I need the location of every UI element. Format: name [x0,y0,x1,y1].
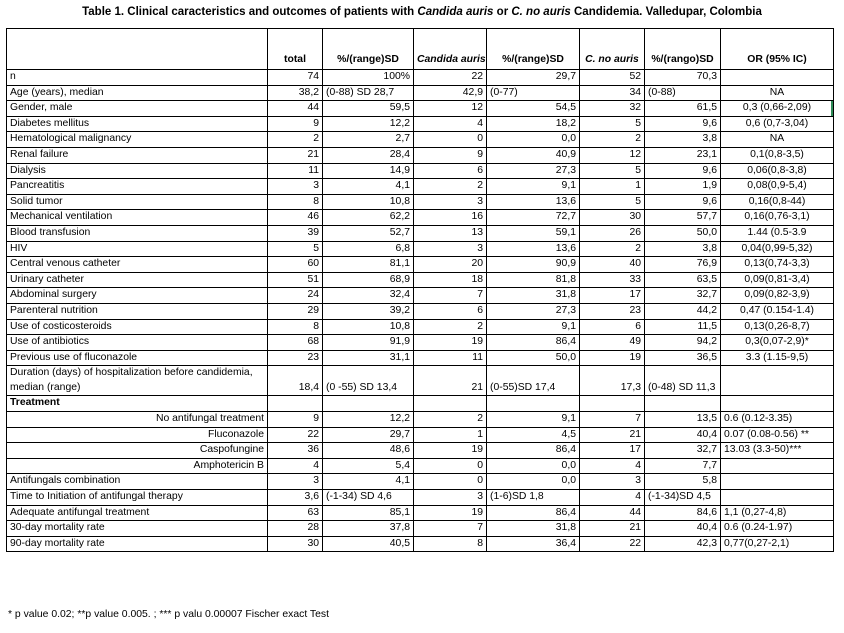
no-auris-pct: 9,6 [645,194,721,210]
total-value: 4 [268,458,323,474]
auris-pct: (1-6)SD 1,8 [487,490,580,506]
table-row [7,474,834,490]
odds-ratio: 0.6 (0.24-1.97) [721,521,834,537]
table-row [7,225,834,241]
auris-pct: 27,3 [487,163,580,179]
row-label: Pancreatitis [7,179,268,195]
odds-ratio [721,490,834,506]
total-value: 5 [268,241,323,257]
row-label: Blood transfusion [7,225,268,241]
auris-value: 21 [414,366,487,396]
no-auris-pct: 9,6 [645,163,721,179]
total-pct: 31,1 [323,350,414,366]
auris-pct: 36,4 [487,536,580,552]
odds-ratio: 0,04(0,99-5,32) [721,241,834,257]
auris-value: 20 [414,257,487,273]
total-value: 68 [268,335,323,351]
row-label: Dialysis [7,163,268,179]
auris-value: 2 [414,412,487,428]
header-blank [7,29,268,70]
table-row [7,272,834,288]
row-label: 30-day mortality rate [7,521,268,537]
odds-ratio: 0,6 (0,7-3,04) [721,116,834,132]
table-row [7,490,834,506]
row-label: Central venous catheter [7,257,268,273]
total-pct: 91,9 [323,335,414,351]
no-auris-pct: 7,7 [645,458,721,474]
row-label: n [7,70,268,86]
no-auris-value: 5 [580,163,645,179]
odds-ratio: 3.3 (1.15-9,5) [721,350,834,366]
table-row [7,163,834,179]
no-auris-pct: 11,5 [645,319,721,335]
odds-ratio [721,366,834,396]
auris-pct: 0,0 [487,458,580,474]
no-auris-value: 5 [580,194,645,210]
total-value: 21 [268,147,323,163]
no-auris-value: 17 [580,443,645,459]
auris-pct: 50,0 [487,350,580,366]
total-pct: (-1-34) SD 4,6 [323,490,414,506]
no-auris-value: 12 [580,147,645,163]
auris-pct: 27,3 [487,303,580,319]
no-auris-pct: 36,5 [645,350,721,366]
no-auris-pct: 44,2 [645,303,721,319]
auris-pct: 0,0 [487,132,580,148]
auris-value: 13 [414,225,487,241]
auris-pct: (0-55)SD 17,4 [487,366,580,396]
auris-pct: 0,0 [487,474,580,490]
total-pct: 100% [323,70,414,86]
total-value: 9 [268,412,323,428]
no-auris-value: 7 [580,412,645,428]
total-pct: 5,4 [323,458,414,474]
no-auris-pct: 63,5 [645,272,721,288]
no-auris-value: 52 [580,70,645,86]
table-row [7,335,834,351]
total-value: 2 [268,132,323,148]
total-value: 74 [268,70,323,86]
total-value: 9 [268,116,323,132]
auris-pct: 18,2 [487,116,580,132]
no-auris-value: 21 [580,427,645,443]
odds-ratio: 0,08(0,9-5,4) [721,179,834,195]
clinical-table [6,28,834,552]
row-label: 90-day mortality rate [7,536,268,552]
auris-pct: 13,6 [487,194,580,210]
no-auris-pct: 32,7 [645,443,721,459]
row-label: Adequate antifungal treatment [7,505,268,521]
table-row [7,303,834,319]
row-label: Age (years), median [7,85,268,101]
no-auris-value: 23 [580,303,645,319]
total-pct: 4,1 [323,179,414,195]
auris-value: 22 [414,70,487,86]
auris-pct: 31,8 [487,521,580,537]
no-auris-pct: (0-88) [645,85,721,101]
row-label: Duration (days) of hospitalization before candidemia, median (range) [7,366,268,396]
no-auris-value: 17,3 [580,366,645,396]
auris-value: 42,9 [414,85,487,101]
header-total: total [268,29,323,70]
row-label: Time to Initiation of antifungal therapy [7,490,268,506]
auris-pct: 29,7 [487,70,580,86]
odds-ratio: 0,1(0,8-3,5) [721,147,834,163]
total-value: 8 [268,319,323,335]
total-pct: 40,5 [323,536,414,552]
auris-value: 2 [414,179,487,195]
no-auris-value: 34 [580,85,645,101]
header-or: OR (95% IC) [721,29,834,70]
total-pct: 6,8 [323,241,414,257]
total-value: 8 [268,194,323,210]
table-row [7,350,834,366]
total-pct: 48,6 [323,443,414,459]
total-pct: 68,9 [323,272,414,288]
total-pct: 39,2 [323,303,414,319]
header-c-no-auris-pct: %/(rango)SD [645,29,721,70]
total-value: 3 [268,474,323,490]
total-value: 63 [268,505,323,521]
odds-ratio: 0,09(0,81-3,4) [721,272,834,288]
total-pct: (0 -55) SD 13,4 [323,366,414,396]
no-auris-pct: 3,8 [645,132,721,148]
auris-pct: 59,1 [487,225,580,241]
row-label: HIV [7,241,268,257]
auris-pct: (0-77) [487,85,580,101]
total-value: 11 [268,163,323,179]
table-row [7,412,834,428]
total-value: 36 [268,443,323,459]
row-label: Mechanical ventilation [7,210,268,226]
odds-ratio: 1,1 (0,27-4,8) [721,505,834,521]
no-auris-value: 40 [580,257,645,273]
total-pct: 14,9 [323,163,414,179]
no-auris-value: 2 [580,241,645,257]
odds-ratio: 0,16(0,8-44) [721,194,834,210]
auris-value: 6 [414,303,487,319]
row-label: Previous use of fluconazole [7,350,268,366]
total-value: 18,4 [268,366,323,396]
empty-cell [580,396,645,412]
total-value: 3,6 [268,490,323,506]
empty-cell [487,396,580,412]
no-auris-value: 6 [580,319,645,335]
total-pct: 81,1 [323,257,414,273]
table-row [7,443,834,459]
total-value: 44 [268,101,323,117]
no-auris-value: 21 [580,521,645,537]
odds-ratio: NA [721,85,834,101]
empty-cell [268,396,323,412]
row-label: Diabetes mellitus [7,116,268,132]
table-row [7,505,834,521]
header-c-no-auris: C. no auris [580,29,645,70]
auris-pct: 40,9 [487,147,580,163]
no-auris-value: 5 [580,116,645,132]
no-auris-pct: 94,2 [645,335,721,351]
auris-value: 0 [414,132,487,148]
auris-value: 0 [414,474,487,490]
treatment-section-row [7,396,834,412]
no-auris-pct: 76,9 [645,257,721,273]
no-auris-pct: (-1-34)SD 4,5 [645,490,721,506]
no-auris-value: 32 [580,101,645,117]
no-auris-value: 3 [580,474,645,490]
table-row [7,179,834,195]
total-pct: 12,2 [323,116,414,132]
row-label: Use of antibiotics [7,335,268,351]
no-auris-pct: 13,5 [645,412,721,428]
no-auris-value: 33 [580,272,645,288]
odds-ratio: 0.07 (0.08-0.56) ** [721,427,834,443]
auris-value: 7 [414,521,487,537]
empty-cell [721,396,834,412]
auris-value: 18 [414,272,487,288]
table-row [7,257,834,273]
row-label: Renal failure [7,147,268,163]
auris-pct: 9,1 [487,412,580,428]
header-candida-auris: Candida auris [414,29,487,70]
no-auris-pct: 57,7 [645,210,721,226]
total-value: 30 [268,536,323,552]
table-row [7,521,834,537]
row-label: No antifungal treatment [7,412,268,428]
table-row [7,147,834,163]
header-candida-auris-pct: %/(range)SD [487,29,580,70]
row-label: Urinary catheter [7,272,268,288]
table-row [7,427,834,443]
no-auris-pct: 61,5 [645,101,721,117]
auris-pct: 90,9 [487,257,580,273]
auris-value: 3 [414,194,487,210]
table-row [7,70,834,86]
footnote: * p value 0.02; **p value 0.005. ; *** p valu 0.00007 Fischer exact Test [8,609,329,620]
odds-ratio: 13.03 (3.3-50)*** [721,443,834,459]
no-auris-value: 30 [580,210,645,226]
table-row [7,132,834,148]
auris-value: 9 [414,147,487,163]
no-auris-value: 26 [580,225,645,241]
auris-value: 2 [414,319,487,335]
header-row [7,29,834,70]
auris-pct: 4,5 [487,427,580,443]
no-auris-value: 4 [580,490,645,506]
total-pct: 28,4 [323,147,414,163]
auris-value: 3 [414,490,487,506]
no-auris-value: 22 [580,536,645,552]
auris-pct: 72,7 [487,210,580,226]
odds-ratio: 0,06(0,8-3,8) [721,163,834,179]
no-auris-pct: 40,4 [645,521,721,537]
auris-pct: 31,8 [487,288,580,304]
total-pct: 10,8 [323,194,414,210]
total-pct: 12,2 [323,412,414,428]
total-value: 3 [268,179,323,195]
table-row [7,101,834,117]
no-auris-value: 19 [580,350,645,366]
no-auris-value: 49 [580,335,645,351]
total-pct: 4,1 [323,474,414,490]
no-auris-value: 44 [580,505,645,521]
total-value: 51 [268,272,323,288]
no-auris-pct: 84,6 [645,505,721,521]
auris-value: 12 [414,101,487,117]
total-pct: 85,1 [323,505,414,521]
odds-ratio: 0,13(0,26-8,7) [721,319,834,335]
row-label: Parenteral nutrition [7,303,268,319]
total-value: 23 [268,350,323,366]
total-value: 39 [268,225,323,241]
odds-ratio: 0,16(0,76-3,1) [721,210,834,226]
row-label: Solid tumor [7,194,268,210]
auris-value: 16 [414,210,487,226]
total-value: 22 [268,427,323,443]
total-pct: 29,7 [323,427,414,443]
auris-value: 1 [414,427,487,443]
no-auris-pct: (0-48) SD 11,3 [645,366,721,396]
odds-ratio [721,474,834,490]
treatment-label: Treatment [7,396,268,412]
total-pct: 59,5 [323,101,414,117]
total-pct: 10,8 [323,319,414,335]
empty-cell [645,396,721,412]
table-row [7,536,834,552]
auris-pct: 13,6 [487,241,580,257]
total-value: 24 [268,288,323,304]
empty-cell [414,396,487,412]
auris-value: 8 [414,536,487,552]
no-auris-pct: 50,0 [645,225,721,241]
odds-ratio: 0.6 (0.12-3.35) [721,412,834,428]
total-value: 38,2 [268,85,323,101]
total-pct: 32,4 [323,288,414,304]
no-auris-pct: 23,1 [645,147,721,163]
table-row [7,319,834,335]
row-label: Caspofungine [7,443,268,459]
auris-pct: 9,1 [487,179,580,195]
row-label: Amphotericin B [7,458,268,474]
odds-ratio: 0,09(0,82-3,9) [721,288,834,304]
row-label: Fluconazole [7,427,268,443]
odds-ratio: 0,47 (0.154-1.4) [721,303,834,319]
no-auris-pct: 70,3 [645,70,721,86]
table-row [7,458,834,474]
auris-pct: 86,4 [487,335,580,351]
odds-ratio: 1.44 (0.5-3.9 [721,225,834,241]
odds-ratio: 0,77(0,27-2,1) [721,536,834,552]
row-label: Hematological malignancy [7,132,268,148]
no-auris-pct: 40,4 [645,427,721,443]
total-value: 29 [268,303,323,319]
auris-value: 7 [414,288,487,304]
auris-value: 11 [414,350,487,366]
auris-pct: 81,8 [487,272,580,288]
table-row [7,85,834,101]
total-value: 28 [268,521,323,537]
auris-value: 19 [414,335,487,351]
table-row [7,116,834,132]
total-pct: 2,7 [323,132,414,148]
row-label: Use of costicosteroids [7,319,268,335]
no-auris-pct: 5,8 [645,474,721,490]
total-value: 46 [268,210,323,226]
empty-cell [323,396,414,412]
table-row [7,241,834,257]
auris-pct: 9,1 [487,319,580,335]
row-label: Antifungals combination [7,474,268,490]
auris-pct: 86,4 [487,505,580,521]
no-auris-value: 17 [580,288,645,304]
auris-pct: 86,4 [487,443,580,459]
no-auris-value: 1 [580,179,645,195]
auris-value: 0 [414,458,487,474]
no-auris-pct: 3,8 [645,241,721,257]
no-auris-pct: 32,7 [645,288,721,304]
total-value: 60 [268,257,323,273]
total-pct: 37,8 [323,521,414,537]
table-row [7,194,834,210]
odds-ratio: NA [721,132,834,148]
odds-ratio [721,70,834,86]
header-total-pct: %/(range)SD [323,29,414,70]
table-row [7,366,834,396]
auris-value: 3 [414,241,487,257]
row-label: Gender, male [7,101,268,117]
table-row [7,210,834,226]
no-auris-value: 2 [580,132,645,148]
no-auris-value: 4 [580,458,645,474]
total-pct: 52,7 [323,225,414,241]
no-auris-pct: 9,6 [645,116,721,132]
auris-value: 4 [414,116,487,132]
total-pct: (0-88) SD 28,7 [323,85,414,101]
odds-ratio: 0,3(0,07-2,9)* [721,335,834,351]
row-label: Abdominal surgery [7,288,268,304]
odds-ratio: 0,3 (0,66-2,09) [721,101,834,117]
auris-pct: 54,5 [487,101,580,117]
total-pct: 62,2 [323,210,414,226]
odds-ratio: 0,13(0,74-3,3) [721,257,834,273]
no-auris-pct: 1,9 [645,179,721,195]
table-row [7,288,834,304]
auris-value: 19 [414,505,487,521]
no-auris-pct: 42,3 [645,536,721,552]
odds-ratio [721,458,834,474]
auris-value: 6 [414,163,487,179]
table-title: Table 1. Clinical caracteristics and outcomes of patients with Candida auris or C. no auris Candidemia. Valledupar, Colombia [82,6,762,18]
auris-value: 19 [414,443,487,459]
